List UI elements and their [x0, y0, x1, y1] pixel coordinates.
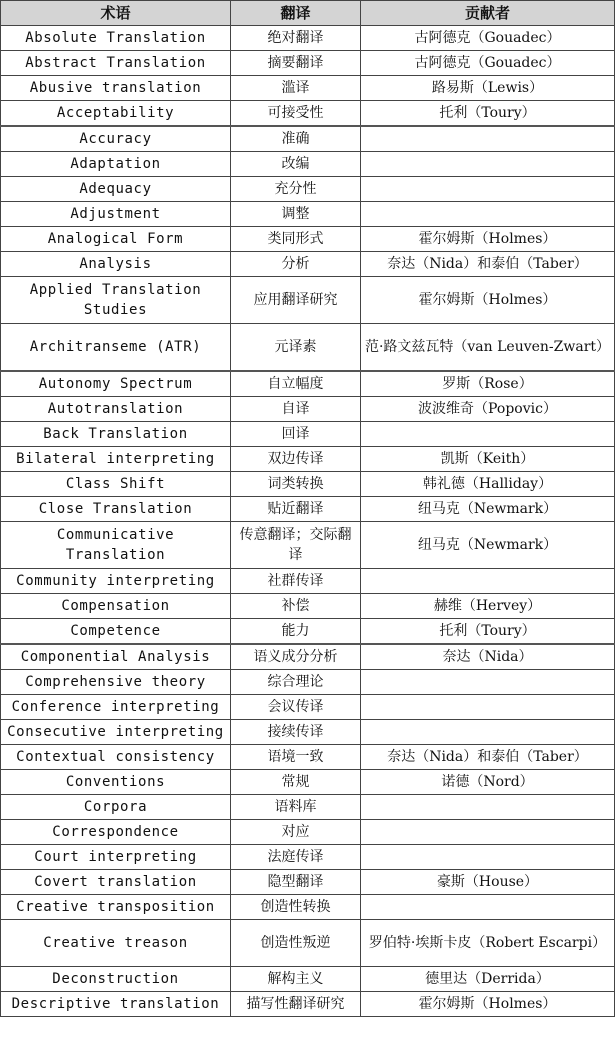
- translation-cell: 语境一致: [231, 745, 361, 770]
- contributor-cell: 纽马克（Newmark）: [361, 522, 615, 569]
- term-cell: Autonomy Spectrum: [1, 371, 231, 397]
- term-cell: Creative treason: [1, 920, 231, 967]
- contributor-cell: 奈达（Nida）: [361, 644, 615, 670]
- contributor-cell: 赫维（Hervey）: [361, 594, 615, 619]
- term-cell: Adjustment: [1, 202, 231, 227]
- contributor-cell: 波波维奇（Popovic）: [361, 397, 615, 422]
- term-cell: Adequacy: [1, 177, 231, 202]
- translation-cell: 充分性: [231, 177, 361, 202]
- term-cell: Covert translation: [1, 870, 231, 895]
- table-row: [1, 569, 615, 594]
- table-row: [1, 522, 615, 569]
- term-cell: Autotranslation: [1, 397, 231, 422]
- table-row: [1, 820, 615, 845]
- table-row: [1, 695, 615, 720]
- table-row: [1, 252, 615, 277]
- header-term: 术语: [1, 1, 231, 26]
- term-cell: Analogical Form: [1, 227, 231, 252]
- translation-cell: 会议传译: [231, 695, 361, 720]
- term-cell: Correspondence: [1, 820, 231, 845]
- term-cell: Communicative Translation: [1, 522, 231, 569]
- contributor-cell: 古阿德克（Gouadec）: [361, 26, 615, 51]
- term-cell: Compensation: [1, 594, 231, 619]
- translation-cell: 语料库: [231, 795, 361, 820]
- translation-cell: 准确: [231, 126, 361, 152]
- translation-cell: 解构主义: [231, 967, 361, 992]
- table-row: [1, 992, 615, 1017]
- table-row: [1, 619, 615, 645]
- contributor-cell: 诺德（Nord）: [361, 770, 615, 795]
- table-row: [1, 26, 615, 51]
- term-cell: Absolute Translation: [1, 26, 231, 51]
- contributor-cell: 霍尔姆斯（Holmes）: [361, 227, 615, 252]
- contributor-cell: 凯斯（Keith）: [361, 447, 615, 472]
- term-cell: Accuracy: [1, 126, 231, 152]
- contributor-cell: [361, 795, 615, 820]
- table-row: [1, 277, 615, 324]
- translation-cell: 补偿: [231, 594, 361, 619]
- term-cell: Consecutive interpreting: [1, 720, 231, 745]
- contributor-cell: 豪斯（House）: [361, 870, 615, 895]
- table-row: [1, 422, 615, 447]
- term-cell: Comprehensive theory: [1, 670, 231, 695]
- translation-cell: 创造性叛逆: [231, 920, 361, 967]
- table-row: [1, 472, 615, 497]
- term-cell: Deconstruction: [1, 967, 231, 992]
- table-row: [1, 126, 615, 152]
- table-row: [1, 745, 615, 770]
- translation-cell: 分析: [231, 252, 361, 277]
- table-row: [1, 920, 615, 967]
- term-cell: Conventions: [1, 770, 231, 795]
- translation-cell: 类同形式: [231, 227, 361, 252]
- term-cell: Competence: [1, 619, 231, 645]
- term-cell: Componential Analysis: [1, 644, 231, 670]
- contributor-cell: 托利（Toury）: [361, 619, 615, 645]
- translation-cell: 对应: [231, 820, 361, 845]
- term-cell: Community interpreting: [1, 569, 231, 594]
- contributor-cell: 纽马克（Newmark）: [361, 497, 615, 522]
- table-row: [1, 324, 615, 372]
- contributor-cell: 奈达（Nida）和泰伯（Taber）: [361, 252, 615, 277]
- table-row: [1, 845, 615, 870]
- contributor-cell: [361, 845, 615, 870]
- contributor-cell: 范·路文兹瓦特（van Leuven-Zwart）: [361, 324, 615, 372]
- translation-cell: 双边传译: [231, 447, 361, 472]
- term-cell: Bilateral interpreting: [1, 447, 231, 472]
- contributor-cell: [361, 152, 615, 177]
- table-row: [1, 76, 615, 101]
- table-row: [1, 497, 615, 522]
- term-cell: Class Shift: [1, 472, 231, 497]
- table-row: [1, 51, 615, 76]
- translation-cell: 描写性翻译研究: [231, 992, 361, 1017]
- table-row: [1, 447, 615, 472]
- table-row: [1, 101, 615, 127]
- term-cell: Contextual consistency: [1, 745, 231, 770]
- contributor-cell: 奈达（Nida）和泰伯（Taber）: [361, 745, 615, 770]
- term-cell: Applied Translation Studies: [1, 277, 231, 324]
- contributor-cell: [361, 695, 615, 720]
- contributor-cell: 托利（Toury）: [361, 101, 615, 127]
- contributor-cell: 路易斯（Lewis）: [361, 76, 615, 101]
- table-row: [1, 152, 615, 177]
- contributor-cell: [361, 720, 615, 745]
- translation-cell: 调整: [231, 202, 361, 227]
- header-contributor: 贡献者: [361, 1, 615, 26]
- term-cell: Abusive translation: [1, 76, 231, 101]
- term-cell: Analysis: [1, 252, 231, 277]
- translation-cell: 隐型翻译: [231, 870, 361, 895]
- contributor-cell: 霍尔姆斯（Holmes）: [361, 277, 615, 324]
- contributor-cell: [361, 177, 615, 202]
- term-cell: Abstract Translation: [1, 51, 231, 76]
- contributor-cell: 韩礼德（Halliday）: [361, 472, 615, 497]
- contributor-cell: 古阿德克（Gouadec）: [361, 51, 615, 76]
- contributor-cell: [361, 895, 615, 920]
- table-row: [1, 795, 615, 820]
- contributor-cell: [361, 126, 615, 152]
- table-row: [1, 670, 615, 695]
- translation-cell: 应用翻译研究: [231, 277, 361, 324]
- term-cell: Back Translation: [1, 422, 231, 447]
- header-row: [1, 1, 615, 26]
- translation-cell: 常规: [231, 770, 361, 795]
- translation-cell: 法庭传译: [231, 845, 361, 870]
- translation-cell: 能力: [231, 619, 361, 645]
- term-cell: Close Translation: [1, 497, 231, 522]
- term-cell: Creative transposition: [1, 895, 231, 920]
- contributor-cell: [361, 820, 615, 845]
- contributor-cell: [361, 670, 615, 695]
- translation-cell: 社群传译: [231, 569, 361, 594]
- contributor-cell: [361, 202, 615, 227]
- translation-cell: 综合理论: [231, 670, 361, 695]
- term-cell: Architranseme (ATR): [1, 324, 231, 372]
- translation-cell: 贴近翻译: [231, 497, 361, 522]
- table-row: [1, 397, 615, 422]
- translation-cell: 自立幅度: [231, 371, 361, 397]
- translation-cell: 摘要翻译: [231, 51, 361, 76]
- translation-cell: 可接受性: [231, 101, 361, 127]
- translation-cell: 绝对翻译: [231, 26, 361, 51]
- table-row: [1, 870, 615, 895]
- term-cell: Adaptation: [1, 152, 231, 177]
- translation-cell: 创造性转换: [231, 895, 361, 920]
- table-row: [1, 967, 615, 992]
- table-row: [1, 644, 615, 670]
- translation-cell: 回译: [231, 422, 361, 447]
- translation-cell: 自译: [231, 397, 361, 422]
- table-row: [1, 371, 615, 397]
- term-cell: Acceptability: [1, 101, 231, 127]
- table-body: [1, 26, 615, 1017]
- term-cell: Court interpreting: [1, 845, 231, 870]
- translation-cell: 传意翻译；交际翻译: [231, 522, 361, 569]
- translation-cell: 改编: [231, 152, 361, 177]
- contributor-cell: [361, 569, 615, 594]
- contributor-cell: 霍尔姆斯（Holmes）: [361, 992, 615, 1017]
- translation-cell: 元译素: [231, 324, 361, 372]
- table-row: [1, 177, 615, 202]
- header-translation: 翻译: [231, 1, 361, 26]
- contributor-cell: [361, 422, 615, 447]
- translation-cell: 语义成分分析: [231, 644, 361, 670]
- contributor-cell: 罗伯特·埃斯卡皮（Robert Escarpi）: [361, 920, 615, 967]
- table-row: [1, 227, 615, 252]
- translation-cell: 词类转换: [231, 472, 361, 497]
- translation-cell: 滥译: [231, 76, 361, 101]
- contributor-cell: 罗斯（Rose）: [361, 371, 615, 397]
- translation-cell: 接续传译: [231, 720, 361, 745]
- term-cell: Conference interpreting: [1, 695, 231, 720]
- table-row: [1, 720, 615, 745]
- table-row: [1, 770, 615, 795]
- table-row: [1, 594, 615, 619]
- term-cell: Descriptive translation: [1, 992, 231, 1017]
- contributor-cell: 德里达（Derrida）: [361, 967, 615, 992]
- table-row: [1, 202, 615, 227]
- table-row: [1, 895, 615, 920]
- term-cell: Corpora: [1, 795, 231, 820]
